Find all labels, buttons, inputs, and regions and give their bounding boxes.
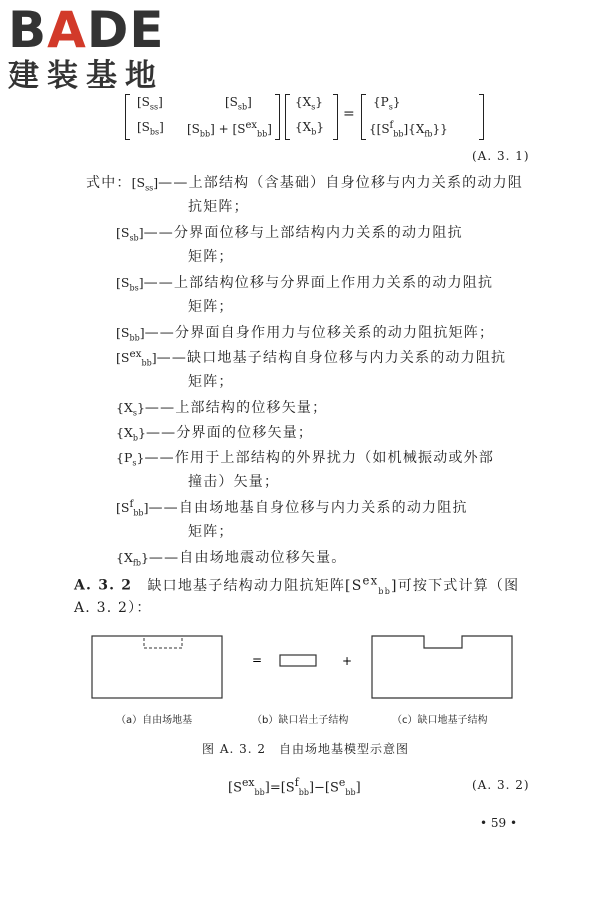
section-paragraph-continuation: A. 3. 2）：	[74, 600, 152, 616]
figure-title: 图 A. 3. 2 自由场地基模型示意图	[202, 742, 410, 756]
matrix-cell: $[S_{sb}]$	[225, 95, 252, 112]
section-paragraph: A. 3. 2 缺口地基子结构动力阻抗矩阵$[S^{ex}_{bb}]$可按下式计算（图	[74, 573, 520, 596]
figure-caption-a: （a）自由场地基	[116, 715, 193, 726]
matrix-cell: $[S_{ss}]$	[137, 95, 163, 112]
equation-number: (A. 3. 1)	[472, 149, 530, 163]
definition-row: $[S_{bs}]——$上部结构位移与分界面上作用力关系的动力阻抗	[116, 275, 494, 293]
definition-row: $[S^f_{bb}]——$自由场地基自身位移与内力关系的动力阻抗	[116, 497, 468, 518]
excavated-soil-block	[280, 655, 316, 666]
excavation-outline-dashed	[144, 636, 182, 648]
figure-caption-c: （c）缺口地基子结构	[392, 715, 488, 726]
matrix-cell: $[S_{bs}]$	[137, 120, 164, 137]
definition-continuation: 矩阵；	[188, 299, 234, 315]
figure-caption-b: （b）缺口岩土子结构	[252, 715, 349, 726]
vector-cell: $\{P_s\}$	[373, 95, 401, 112]
definition-continuation: 矩阵；	[188, 374, 234, 390]
vector-cell: $\{X_s\}$	[295, 95, 323, 112]
equation-a-3-2: $[S^{ex}_{bb}]=[S^f_{bb}]-[S^e_{bb}]$	[228, 776, 361, 797]
definition-continuation: 矩阵；	[188, 524, 234, 540]
brand-logo	[8, 1, 165, 96]
definition-row: $\{X_b\}——$分界面的位移矢量；	[116, 425, 314, 443]
definition-row: $[S_{sb}]——$分界面位移与上部结构内力关系的动力阻抗	[116, 225, 463, 243]
definition-continuation: 矩阵；	[188, 249, 234, 265]
vector-cell: $\{[S^f_{bb}]\{X_{fb}\}\}$	[369, 120, 448, 139]
notched-foundation-box	[372, 636, 512, 698]
vector-cell: $\{X_b\}$	[295, 120, 324, 137]
equation-number: (A. 3. 2)	[472, 778, 530, 792]
definition-row: $\{P_s\}——$作用于上部结构的外界扰力（如机械振动或外部	[116, 450, 495, 468]
definition-row: 式中：$[S_{ss}]——$上部结构（含基础）自身位移与内力关系的动力阻	[86, 175, 523, 193]
plus-operator: +	[342, 654, 353, 668]
logo-subtitle: 建装基地	[8, 58, 164, 94]
page-number: • 59 •	[480, 816, 518, 830]
logo-accent-letter: A	[47, 1, 87, 59]
equals-sign: =	[343, 106, 355, 122]
definition-row: $[S^{ex}_{bb}]——$缺口地基子结构自身位移与内力关系的动力阻抗	[116, 347, 507, 368]
free-field-foundation-box	[92, 636, 222, 698]
definition-continuation: 抗矩阵；	[188, 199, 249, 215]
equals-operator: =	[252, 653, 263, 667]
matrix-cell: $[S_{bb}] + [S^{ex}_{bb}]$	[187, 120, 272, 139]
logo-wordmark: BADE	[8, 1, 165, 59]
definition-continuation: 撞击）矢量；	[188, 474, 280, 490]
definition-row: $[S_{bb}]——$分界面自身作用力与位移关系的动力阻抗矩阵；	[116, 325, 495, 343]
section-number: A. 3. 2	[74, 577, 133, 594]
definition-row: $\{X_s\}——$上部结构的位移矢量；	[116, 400, 328, 418]
definition-row: $\{X_{fb}\}——$自由场地震动位移矢量。	[116, 550, 347, 568]
